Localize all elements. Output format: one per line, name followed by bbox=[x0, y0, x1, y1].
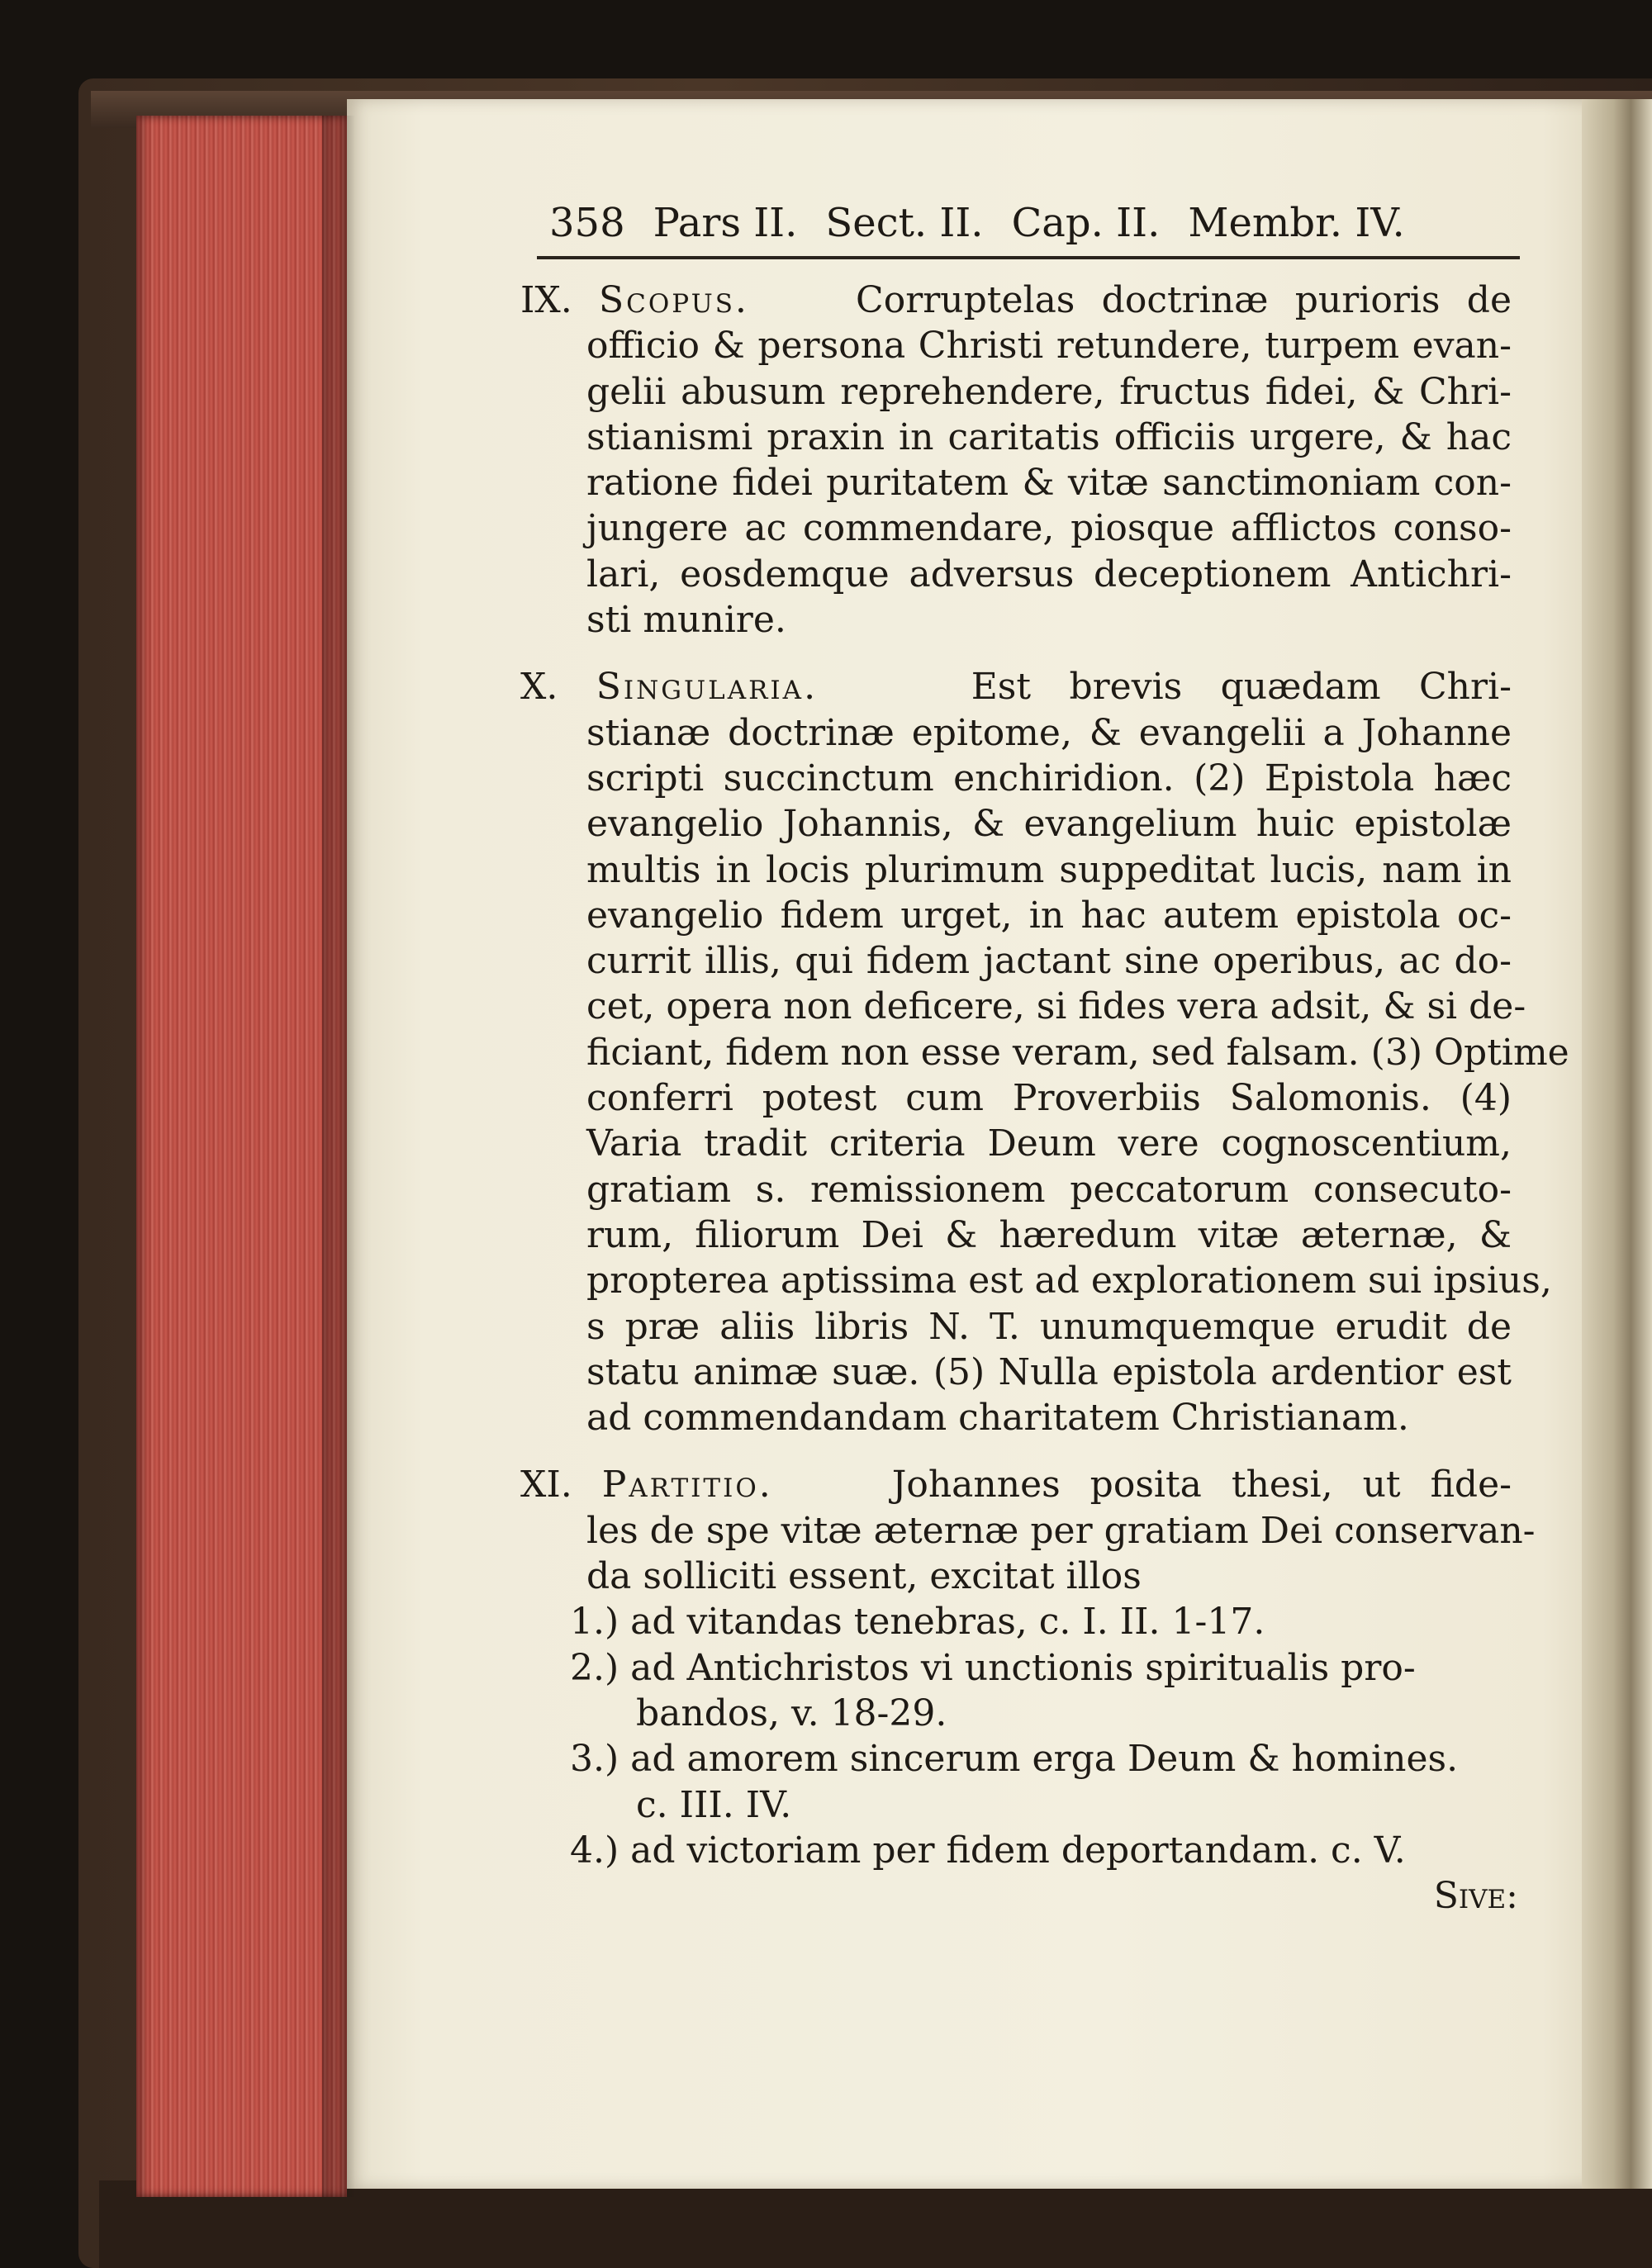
header-part: Pars II. bbox=[653, 200, 798, 246]
text-line: scripti succinctum enchiridion. (2) Epistola hæc bbox=[586, 757, 1512, 799]
running-header bbox=[549, 198, 1512, 248]
list-item-continuation: bandos, v. 18-29. bbox=[636, 1692, 947, 1734]
text-line: currit illis, qui fidem jactant sine operibus, ac do- bbox=[586, 940, 1512, 983]
text-line: cet, opera non deficere, si fides vera adsit, & si de- bbox=[586, 985, 1526, 1028]
text-line: gelii abusum reprehendere, fructus fidei, & Chri- bbox=[586, 370, 1512, 413]
section-label: X. bbox=[520, 666, 558, 709]
text-line: gratiam s. remissionem peccatorum consecuto- bbox=[586, 1168, 1512, 1211]
text-line: s præ aliis libris N. T. unumquemque erudit de bbox=[586, 1305, 1512, 1348]
book-gutter bbox=[1582, 99, 1652, 2189]
list-item: 4.) ad victoriam per fidem deportandam. c. V. bbox=[570, 1829, 1406, 1872]
header-section: Sect. II. bbox=[825, 200, 984, 246]
section-title: Singularia. bbox=[596, 666, 819, 709]
text-line: ficiant, fidem non esse veram, sed falsam. (3) Optime bbox=[586, 1031, 1569, 1074]
page-number: 358 bbox=[549, 200, 625, 246]
text-line: officio & persona Christi retundere, turpem evan- bbox=[586, 325, 1512, 368]
section-title: Scopus. bbox=[598, 279, 749, 321]
page-edge-shadow bbox=[322, 116, 355, 2197]
list-item: 2.) ad Antichristos vi unctionis spiritualis pro- bbox=[570, 1646, 1416, 1689]
partitio-list bbox=[570, 1599, 1512, 1873]
text-line: lari, eosdemque adversus deceptionem Antichri- bbox=[586, 553, 1512, 595]
section-x bbox=[520, 664, 1569, 1440]
catchword: Sive: bbox=[1433, 1875, 1518, 1918]
section-title: Partitio. bbox=[601, 1464, 773, 1506]
list-item: 3.) ad amorem sincerum erga Deum & homines. bbox=[570, 1738, 1459, 1781]
text-line: statu animæ suæ. (5) Nulla epistola ardentior est bbox=[586, 1350, 1512, 1393]
text-line: IX. Scopus. Corruptelas doctrinæ purioris de bbox=[520, 279, 1512, 321]
page-text bbox=[520, 198, 1569, 1919]
section-label: XI. bbox=[520, 1464, 572, 1506]
text-line: rum, filiorum Dei & hæredum vitæ æternæ, & bbox=[586, 1213, 1512, 1256]
section-xi bbox=[520, 1462, 1536, 1599]
section-ix bbox=[520, 278, 1512, 643]
text-line: multis in locis plurimum suppeditat lucis, nam in bbox=[586, 848, 1512, 891]
text-line: conferri potest cum Proverbiis Salomonis. (4) bbox=[586, 1077, 1512, 1120]
text-line: sti munire. bbox=[586, 599, 786, 642]
text-line: propterea aptissima est ad explorationem sui ipsius, bbox=[586, 1260, 1552, 1302]
text-line: jungere ac commendare, piosque afflictos conso- bbox=[586, 507, 1512, 550]
header-rule bbox=[537, 256, 1520, 259]
list-number: 1.) bbox=[570, 1601, 620, 1644]
section-label: IX. bbox=[520, 279, 572, 321]
text-line: stianæ doctrinæ epitome, & evangelii a Johanne bbox=[586, 711, 1512, 754]
text-line: les de spe vitæ æternæ per gratiam Dei conservan- bbox=[586, 1509, 1536, 1552]
header-chapter: Cap. II. bbox=[1011, 200, 1161, 246]
text-line: ratione fidei puritatem & vitæ sanctimoniam con- bbox=[586, 462, 1512, 505]
text-line: XI. Partitio. Johannes posita thesi, ut fide- bbox=[520, 1464, 1512, 1506]
list-number: 3.) bbox=[570, 1738, 620, 1781]
text-line: Varia tradit criteria Deum vere cognoscentium, bbox=[586, 1122, 1512, 1165]
text-line: X. Singularia. Est brevis quædam Chri- bbox=[520, 666, 1512, 709]
list-number: 2.) bbox=[570, 1646, 620, 1689]
text-line: evangelio Johannis, & evangelium huic epistolæ bbox=[586, 803, 1512, 846]
list-number: 4.) bbox=[570, 1829, 620, 1872]
list-item: 1.) ad vitandas tenebras, c. I. II. 1-17. bbox=[570, 1601, 1265, 1644]
header-member: Membr. IV. bbox=[1188, 200, 1405, 246]
list-item-continuation: c. III. IV. bbox=[636, 1783, 792, 1826]
text-line: stianismi praxin in caritatis officiis urgere, & hac bbox=[586, 415, 1512, 458]
text-line: da solliciti essent, excitat illos bbox=[586, 1555, 1142, 1598]
text-line: evangelio fidem urget, in hac autem epistola oc- bbox=[586, 894, 1512, 937]
text-line: ad commendandam charitatem Christianam. bbox=[586, 1397, 1409, 1440]
red-page-edges bbox=[136, 116, 347, 2197]
